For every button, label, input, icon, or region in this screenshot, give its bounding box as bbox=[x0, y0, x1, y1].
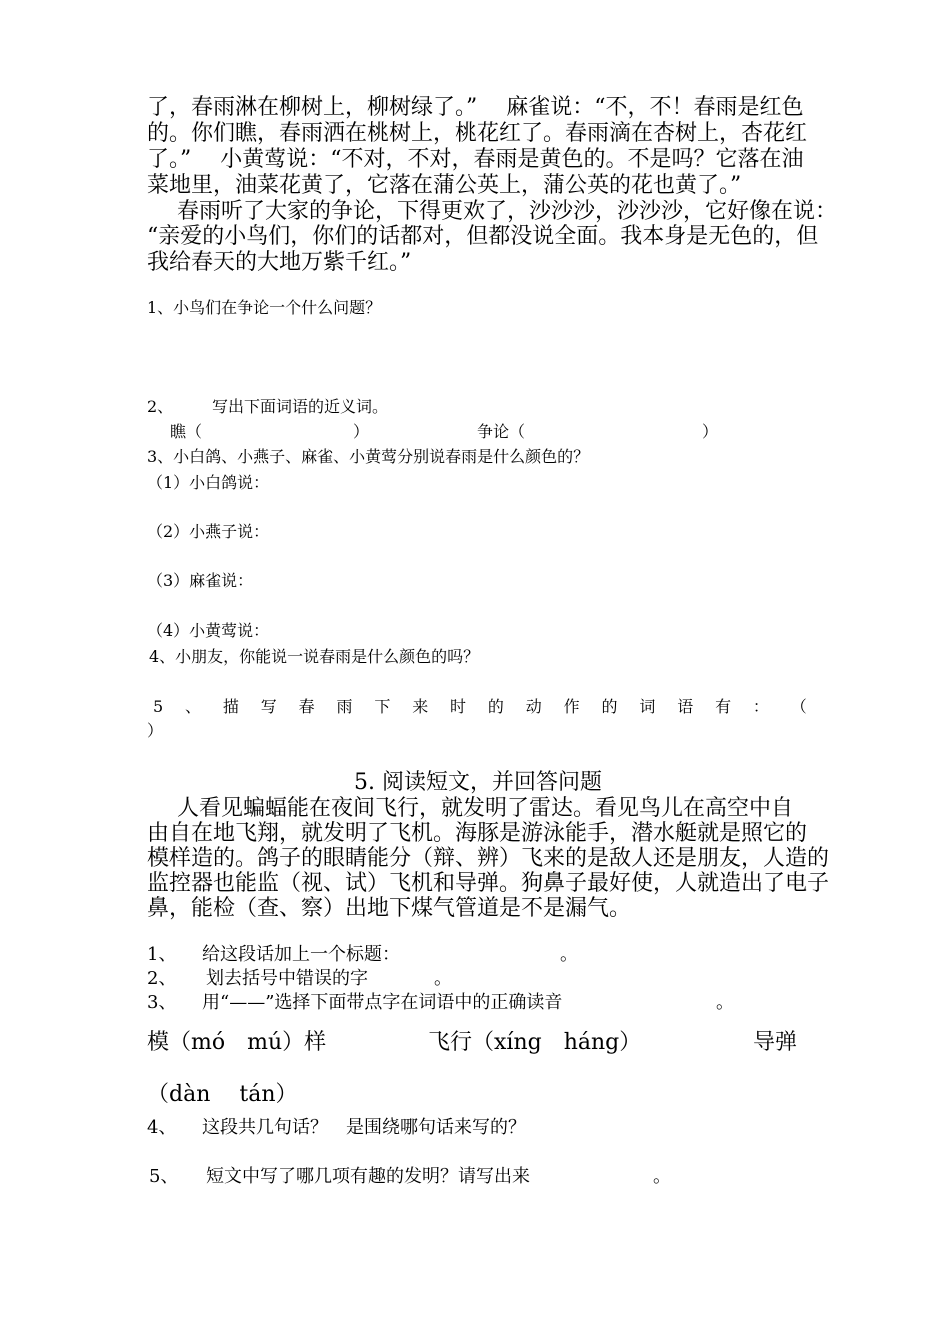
q5-char: 词 bbox=[639, 697, 656, 716]
question2-3-number: 3、 bbox=[147, 992, 177, 1013]
q5-char: 、 bbox=[185, 697, 202, 716]
section5-title: 5. 阅读短文，并回答问题 bbox=[354, 770, 602, 795]
passage1-line-3: 了。” 小黄莺说：“不对，不对，春雨是黄色的。不是吗？它落在油 bbox=[147, 147, 804, 172]
question1-3-item-2: （2）小燕子说： bbox=[147, 522, 270, 541]
q5-char: 下 bbox=[374, 697, 391, 716]
question2-5-number: 5、 bbox=[149, 1166, 179, 1187]
question2-5-text: 短文中写了哪几项有趣的发明？请写出来 bbox=[206, 1166, 530, 1187]
q5-char: 来 bbox=[412, 697, 429, 716]
synonym-word-qiao: 瞧（ bbox=[170, 422, 203, 441]
synonym-word-zhenglun: 争论（ bbox=[477, 422, 526, 441]
section5-line-3: 模样造的。鸽子的眼睛能分（辩、辨）飞来的是敌人还是朋友，人造的 bbox=[147, 846, 830, 871]
passage1-line-4: 菜地里，油菜花黄了，它落在蒲公英上，蒲公英的花也黄了。” bbox=[147, 173, 742, 198]
question2-2-end: 。 bbox=[434, 968, 452, 989]
synonym-blank-close-1: ） bbox=[353, 422, 370, 441]
question1-4: 4、小朋友，你能说一说春雨是什么颜色的吗？ bbox=[149, 647, 480, 666]
question1-3: 3、小白鸽、小燕子、麻雀、小黄莺分别说春雨是什么颜色的？ bbox=[147, 447, 590, 466]
q5-char: 语 bbox=[677, 697, 694, 716]
q5-char: 春 bbox=[298, 697, 315, 716]
q5-char: 动 bbox=[525, 697, 542, 716]
question1-1: 1、小鸟们在争论一个什么问题？ bbox=[147, 298, 382, 317]
question1-5-close: ） bbox=[147, 721, 164, 740]
question1-3-item-3: （3）麻雀说： bbox=[147, 571, 254, 590]
passage1-line-6: “亲爱的小鸟们，你们的话都对，但都没说全面。我本身是无色的，但 bbox=[147, 224, 819, 249]
question2-3-text: 用“——”选择下面带点字在词语中的正确读音 bbox=[202, 992, 563, 1013]
q5-char: 有 bbox=[715, 697, 732, 716]
passage1-line-7: 我给春天的大地万紫千红。” bbox=[147, 250, 412, 275]
q5-char: 时 bbox=[450, 697, 467, 716]
q5-char: 写 bbox=[260, 697, 277, 716]
q5-char: 描 bbox=[222, 697, 239, 716]
question2-2-text: 划去括号中错误的字 bbox=[206, 968, 368, 989]
question1-5 bbox=[153, 697, 807, 717]
passage1-line-2: 的。你们瞧，春雨洒在桃树上，桃花红了。春雨滴在杏树上，杏花红 bbox=[147, 121, 808, 146]
question2-1-number: 1、 bbox=[147, 944, 177, 965]
question2-2-number: 2、 bbox=[147, 968, 177, 989]
q5-char: 雨 bbox=[336, 697, 353, 716]
section5-line-2: 由自在地飞翔，就发明了飞机。海豚是游泳能手，潜水艇就是照它的 bbox=[147, 821, 808, 846]
q5-char: ： bbox=[752, 697, 769, 716]
question2-4-text: 这段共几句话？ 是围绕哪句话来写的？ bbox=[202, 1117, 526, 1138]
section5-line-1: 人看见蝙蝠能在夜间飞行，就发明了雷达。看见鸟儿在高空中自 bbox=[155, 796, 794, 821]
q5-char: 5 bbox=[153, 697, 164, 716]
pinyin-mo-yang: 模（mó mú）样 bbox=[147, 1030, 327, 1055]
q5-char: （ bbox=[790, 697, 807, 716]
question2-1-end: 。 bbox=[560, 944, 578, 965]
question2-3-end: 。 bbox=[716, 992, 734, 1013]
question1-3-item-1: （1）小白鸽说： bbox=[147, 473, 270, 492]
q5-char: 的 bbox=[601, 697, 618, 716]
q5-char: 的 bbox=[487, 697, 504, 716]
question2-5-end: 。 bbox=[653, 1166, 671, 1187]
section5-line-4: 监控器也能监（视、试）飞机和导弹。狗鼻子最好使，人就造出了电子 bbox=[147, 871, 830, 896]
q5-char: 作 bbox=[563, 697, 580, 716]
pinyin-fei-xing: 飞行（xíng háng） bbox=[428, 1030, 642, 1055]
pinyin-dao-dan: （dàn tán） bbox=[147, 1082, 298, 1107]
question1-3-item-4: （4）小黄莺说： bbox=[147, 621, 270, 640]
question1-2-text: 写出下面词语的近义词。 bbox=[212, 397, 389, 416]
question2-1-text: 给这段话加上一个标题： bbox=[202, 944, 400, 965]
question2-4-number: 4、 bbox=[147, 1117, 177, 1138]
pinyin-dao-dan-word: 导弹 bbox=[753, 1030, 798, 1055]
synonym-blank-close-2: ） bbox=[702, 422, 719, 441]
passage1-line-5: 春雨听了大家的争论，下得更欢了，沙沙沙，沙沙沙，它好像在说： bbox=[155, 199, 838, 224]
question1-2-number: 2、 bbox=[147, 397, 174, 416]
section5-line-5: 鼻，能检（查、察）出地下煤气管道是不是漏气。 bbox=[147, 896, 632, 921]
passage1-line-1: 了，春雨淋在柳树上，柳树绿了。” 麻雀说：“不，不！春雨是红色 bbox=[147, 95, 804, 120]
